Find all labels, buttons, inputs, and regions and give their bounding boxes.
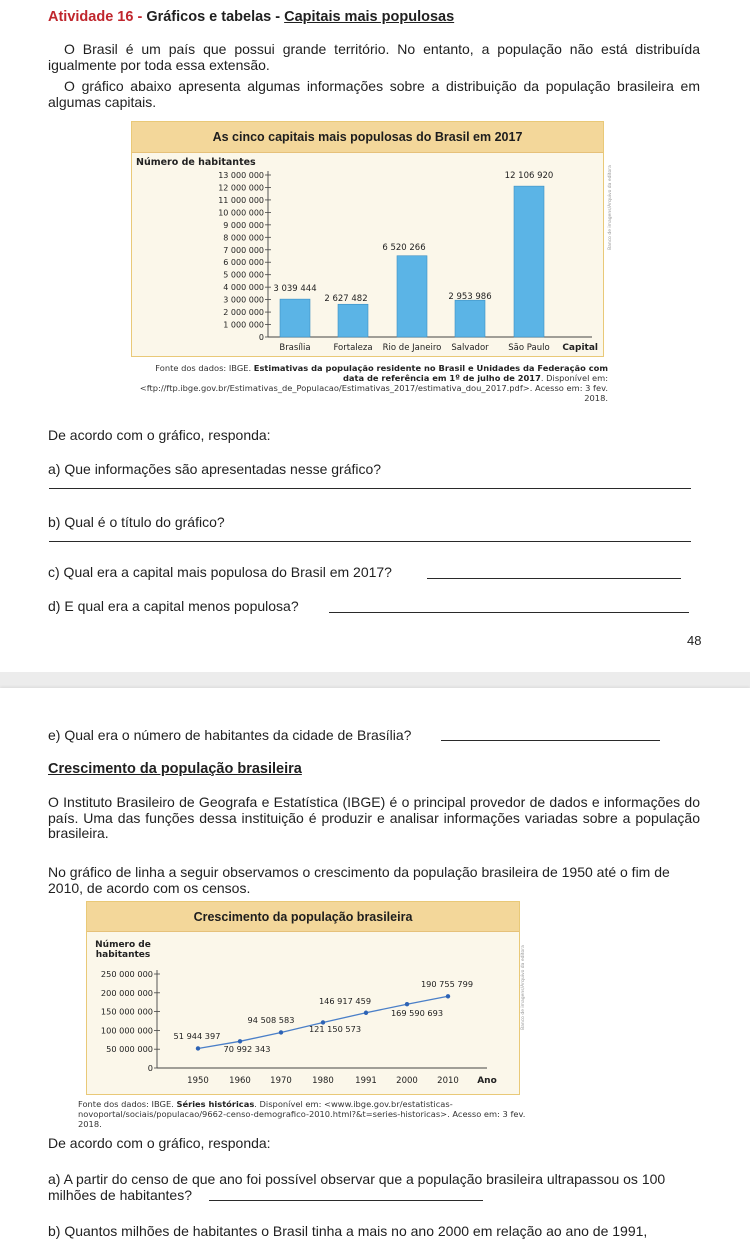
line-x-tick-label: 1970	[270, 1076, 292, 1086]
line-x-tick-label: 1950	[187, 1076, 209, 1086]
line-point	[196, 1046, 200, 1050]
source1-rest: . Disponível em: <ftp://ftp.ibge.gov.br/Estimativas_de_Populacao/Estimativas_2017/estimativa_dou_2017.pdf>. Acesso em: 3 fev. 2018.	[139, 373, 608, 403]
answer-line-d[interactable]	[329, 612, 689, 613]
bar-chart	[132, 153, 605, 357]
bar-category-label: Fortaleza	[333, 343, 373, 353]
source2-rest: . Disponível em: <www.ibge.gov.br/estatisticas-novoportal/sociais/populacao/9662-censo-demografico-2010.html?&t=series-historicas>. Acesso em: 3 fev. 2018.	[78, 1099, 526, 1129]
answer-line-2a[interactable]	[209, 1200, 483, 1201]
line-y-tick-label: 0	[147, 1063, 153, 1073]
bar-category-label: São Paulo	[508, 343, 550, 353]
bar-chart-credit: Banco de imagens/Arquivo da editora	[608, 165, 613, 250]
bar-chart-x-label: Capital	[562, 343, 598, 353]
question-b: b) Qual é o título do gráfico?	[48, 514, 225, 530]
bar-category-label: Salvador	[451, 343, 489, 353]
line-y-tick-label: 150 000 000	[100, 1006, 153, 1017]
line-value-label: 51 944 397	[173, 1031, 221, 1041]
answer-line-b[interactable]	[49, 541, 691, 542]
line-x-tick-label: 2010	[437, 1076, 459, 1086]
bar	[338, 304, 368, 337]
bar-chart-source	[136, 363, 608, 403]
bar-y-tick-label: 12 000 000	[218, 183, 264, 193]
line-y-tick-label: 50 000 000	[106, 1044, 153, 1055]
activity-title	[48, 9, 454, 25]
question-a: a) Que informações são apresentadas nesse gráfico?	[48, 461, 382, 477]
line-chart-y-label-2: habitantes	[95, 950, 151, 960]
bar	[280, 299, 310, 337]
line-value-label: 121 150 573	[308, 1024, 362, 1034]
line-y-tick-label: 100 000 000	[100, 1025, 153, 1036]
source1-prefix: Fonte dos dados: IBGE.	[155, 363, 252, 373]
bar-chart-y-label: Número de habitantes	[136, 157, 256, 168]
bar	[397, 256, 427, 337]
line-chart-title: Crescimento da população brasileira	[87, 902, 519, 932]
activity-title-main: Gráficos e tabelas -	[146, 9, 281, 25]
line-x-tick-label: 1991	[355, 1076, 377, 1086]
question2-a: a) A partir do censo de que ano foi possível observar que a população brasileira ultrapassou os 100 milhões de habitantes?	[48, 1171, 666, 1203]
bar-value-label: 2 953 986	[448, 292, 492, 302]
bar-y-tick-label: 2 000 000	[223, 308, 264, 318]
line-point	[279, 1030, 283, 1034]
line-point	[405, 1002, 409, 1006]
line-point	[364, 1011, 368, 1015]
source1-title: Estimativas da população residente no Brasil e Unidades da Federação com data de referência em 1º de julho de 2017	[253, 363, 608, 383]
question-d: d) E qual era a capital menos populosa?	[48, 598, 299, 614]
bar-category-label: Brasília	[279, 343, 311, 353]
line-chart-panel	[86, 901, 520, 1095]
bar-y-tick-label: 7 000 000	[223, 245, 264, 255]
line-chart-credit: Banco de imagens/Arquivo da editora	[521, 945, 526, 1030]
questions1-intro: De acordo com o gráfico, responda:	[48, 427, 271, 443]
intro-paragraph-2: O gráfico abaixo apresenta algumas informações sobre a distribuição da população brasileira em algumas capitais.	[48, 78, 700, 110]
section-paragraph-2: No gráfico de linha a seguir observamos o crescimento da população brasileira de 1950 até o fim de 2010, de acordo com os censos.	[48, 864, 670, 896]
bar-category-label: Rio de Janeiro	[382, 343, 442, 353]
bar-y-tick-label: 0	[258, 333, 264, 342]
question-e: e) Qual era o número de habitantes da cidade de Brasília?	[48, 727, 412, 743]
line-x-tick-label: 1980	[312, 1076, 334, 1086]
line-chart-y-label-1: Número de	[95, 940, 151, 950]
line-chart	[87, 932, 521, 1095]
bar	[514, 186, 544, 337]
line-chart-x-label: Ano	[477, 1076, 497, 1086]
source2-title: Séries históricas	[176, 1099, 255, 1109]
bar-y-tick-label: 8 000 000	[223, 233, 264, 243]
bar-value-label: 2 627 482	[324, 294, 368, 304]
bar-y-tick-label: 11 000 000	[218, 195, 264, 205]
bar-chart-title: As cinco capitais mais populosas do Brasil em 2017	[132, 122, 603, 153]
line-x-tick-label: 1960	[229, 1076, 251, 1086]
questions2-intro: De acordo com o gráfico, responda:	[48, 1135, 271, 1151]
line-value-label: 70 992 343	[223, 1044, 271, 1054]
bar-value-label: 12 106 920	[504, 171, 554, 181]
bar-value-label: 3 039 444	[273, 284, 317, 294]
answer-line-a[interactable]	[49, 488, 691, 489]
line-point	[446, 994, 450, 998]
bar-y-tick-label: 5 000 000	[223, 270, 264, 280]
bar-y-tick-label: 1 000 000	[223, 320, 264, 330]
question-c: c) Qual era a capital mais populosa do Brasil em 2017?	[48, 564, 392, 580]
line-value-label: 146 917 459	[318, 996, 372, 1006]
line-point	[238, 1039, 242, 1043]
line-chart-source	[78, 1099, 538, 1129]
activity-label: Atividade 16 -	[48, 9, 143, 25]
line-value-label: 94 508 583	[247, 1015, 295, 1025]
question2-b: b) Quantos milhões de habitantes o Brasil tinha a mais no ano 2000 em relação ao ano de 1991,	[48, 1223, 648, 1239]
line-value-label: 190 755 799	[420, 979, 474, 989]
activity-title-sub: Capitais mais populosas	[284, 9, 455, 25]
bar-y-tick-label: 3 000 000	[223, 295, 264, 305]
bar-y-tick-label: 13 000 000	[218, 171, 264, 180]
line-value-label: 169 590 693	[390, 1008, 444, 1018]
answer-line-c[interactable]	[427, 578, 681, 579]
bar-y-tick-label: 10 000 000	[218, 208, 264, 218]
bar-value-label: 6 520 266	[382, 243, 426, 253]
line-y-tick-label: 200 000 000	[100, 987, 153, 998]
bar-y-tick-label: 6 000 000	[223, 258, 264, 268]
line-y-tick-label: 250 000 000	[100, 969, 153, 979]
page-number: 48	[687, 633, 702, 648]
section-paragraph-1: O Instituto Brasileiro de Geografa e Estatística (IBGE) é o principal provedor de dados e informações do país. Uma das funções dessa instituição é produzir e analisar informações variadas sobre a população brasileira.	[48, 794, 700, 841]
section-title: Crescimento da população brasileira	[48, 761, 302, 777]
bar-y-tick-label: 4 000 000	[223, 283, 264, 293]
answer-line-e[interactable]	[441, 740, 660, 741]
line-x-tick-label: 2000	[396, 1076, 418, 1086]
source2-prefix: Fonte dos dados: IBGE.	[78, 1099, 174, 1109]
bar	[455, 300, 485, 337]
bar-y-tick-label: 9 000 000	[223, 220, 264, 230]
bar-chart-panel	[131, 121, 604, 357]
intro-paragraph-1: O Brasil é um país que possui grande território. No entanto, a população não está distribuída igualmente por toda essa extensão.	[48, 41, 700, 73]
